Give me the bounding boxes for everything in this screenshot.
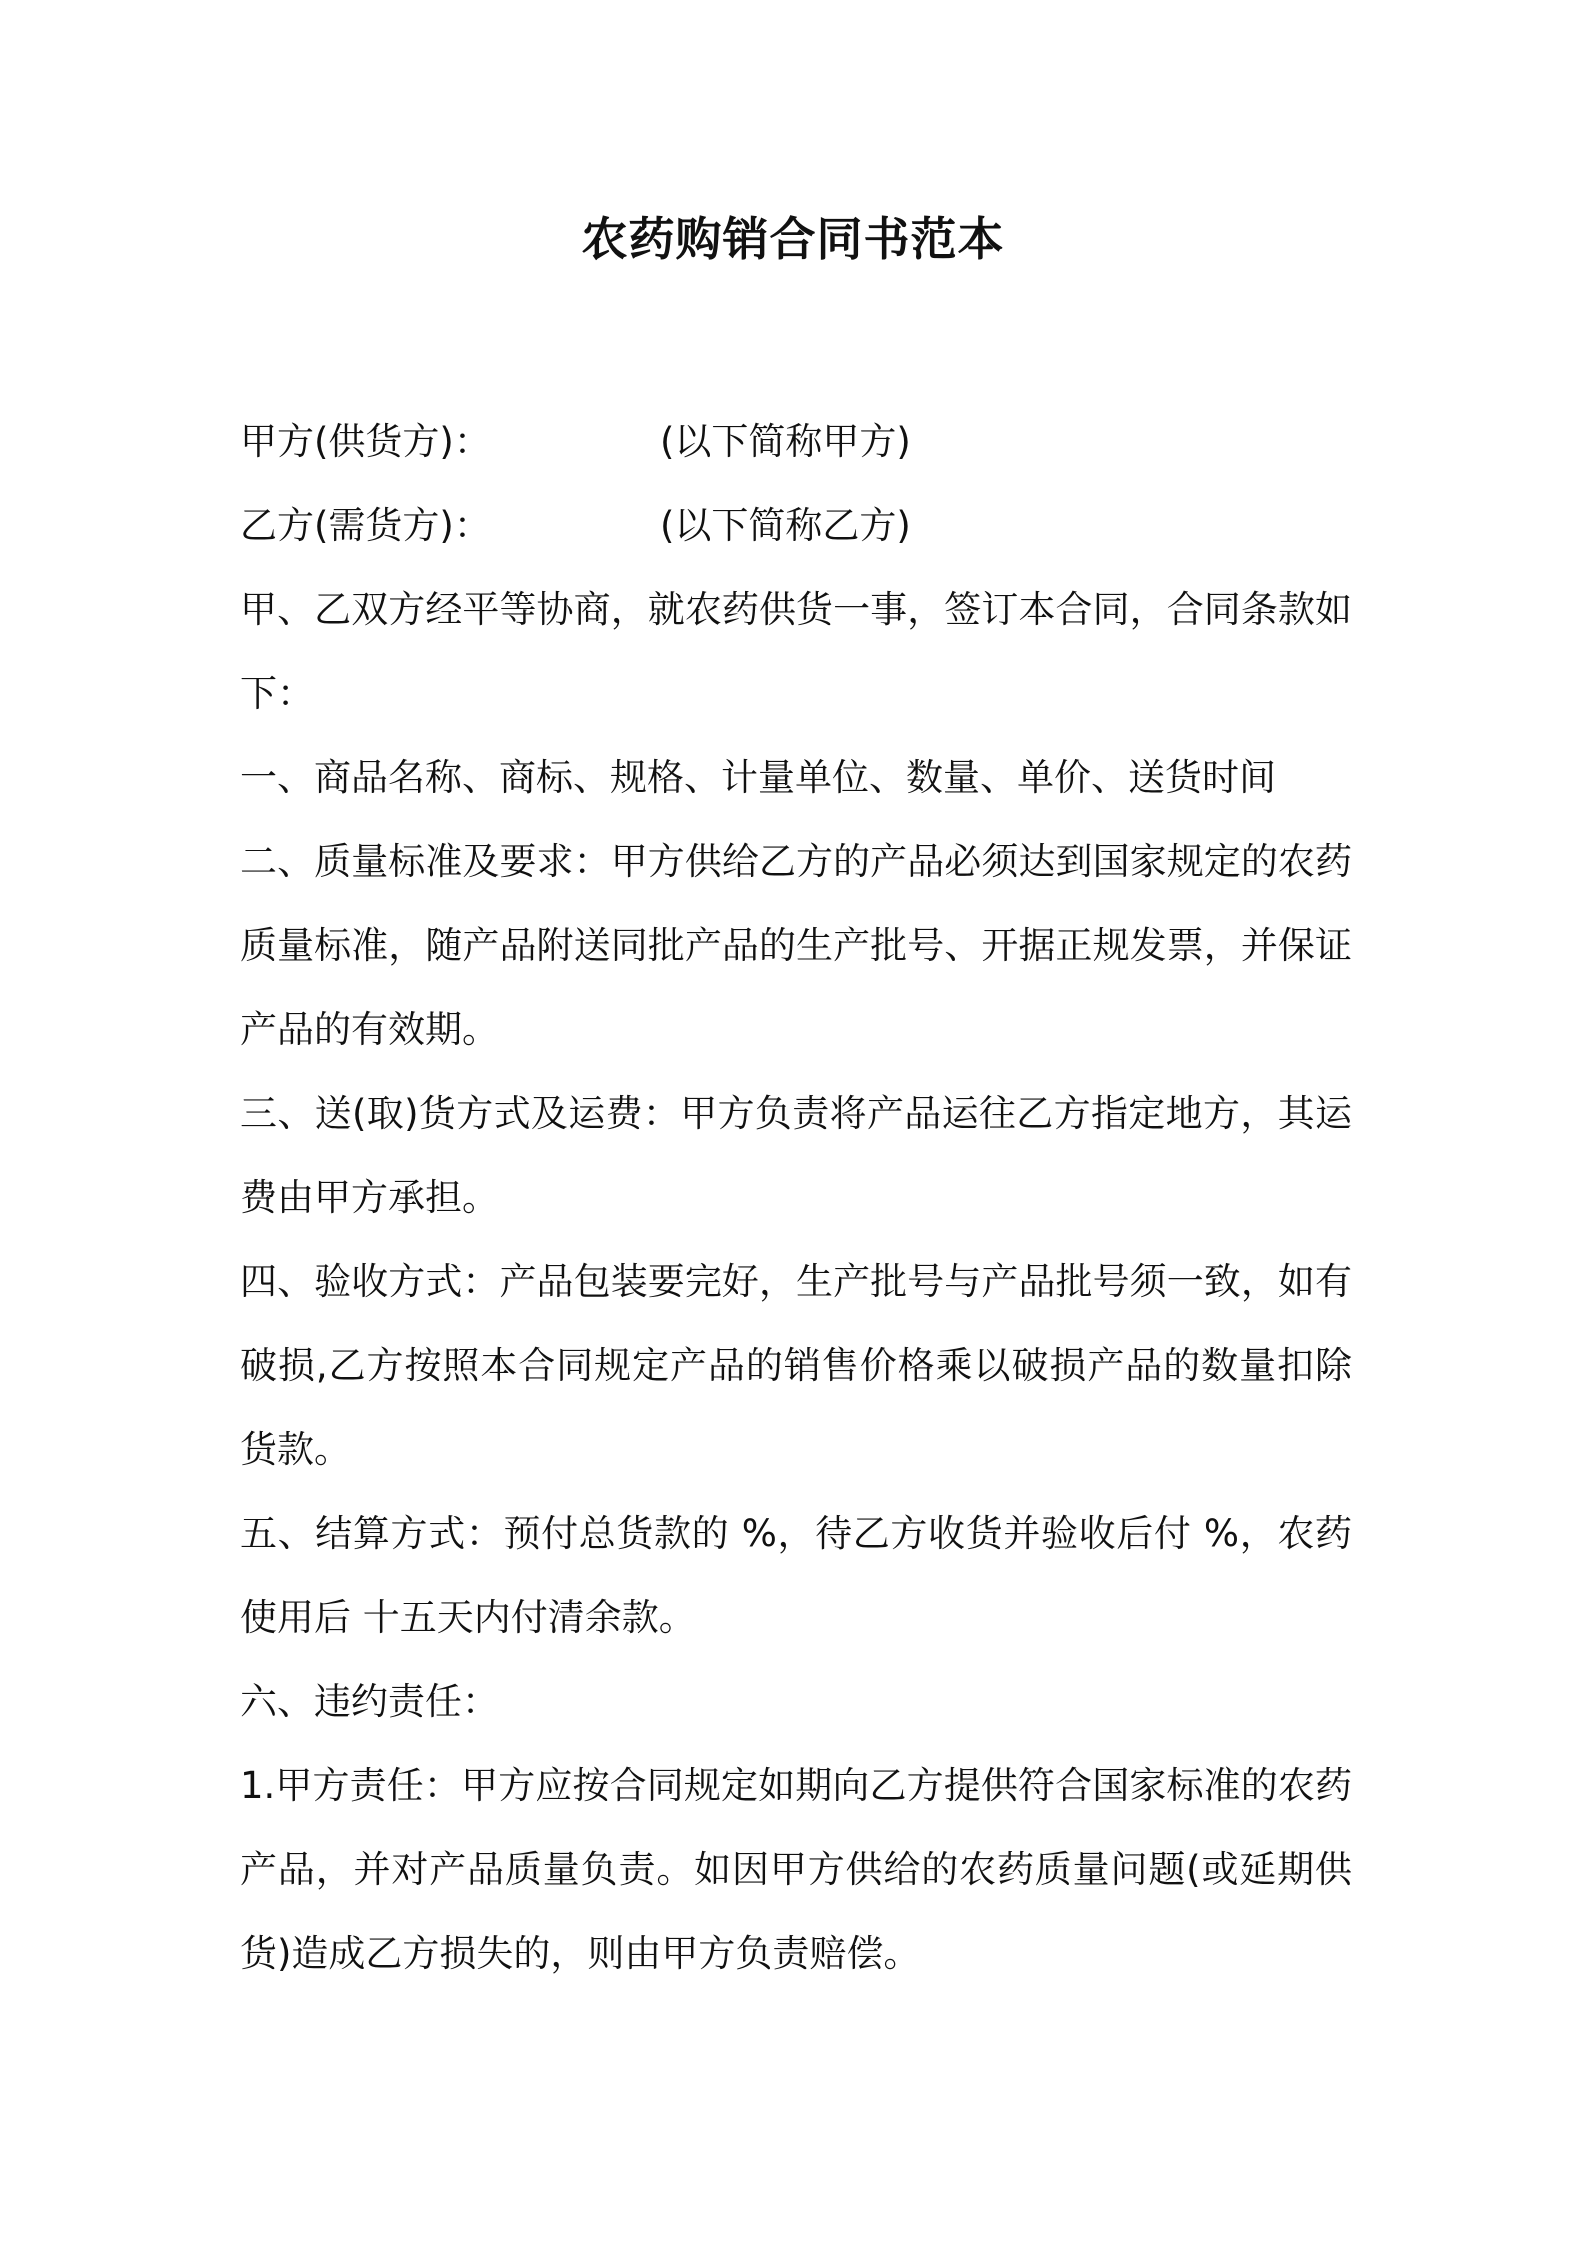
party-b-row <box>240 484 1352 568</box>
document-title: 农药购销合同书范本 <box>581 212 1005 266</box>
clause-5-settlement: 五、结算方式：预付总货款的 %，待乙方收货并验收后付 %，农药使用后 十五天内付清余款。 <box>240 1512 1352 1639</box>
party-a-row <box>240 400 1352 484</box>
paragraph-intro: 甲、乙双方经平等协商，就农药供货一事，签订本合同，合同条款如下： <box>240 588 1352 715</box>
clause-6-1-party-a-duty: 1.甲方责任：甲方应按合同规定如期向乙方提供符合国家标准的农药产品，并对产品质量负责。如因甲方供给的农药质量问题(或延期供货)造成乙方损失的，则由甲方负责赔偿。 <box>240 1764 1352 1975</box>
party-b-label: 乙方(需货方)： <box>240 504 491 547</box>
document-body <box>240 400 1352 1996</box>
party-a-note: (以下简称甲方) <box>660 420 911 463</box>
clause-1-goods: 一、商品名称、商标、规格、计量单位、数量、单价、送货时间 <box>240 756 1276 799</box>
party-b-note: (以下简称乙方) <box>660 504 911 547</box>
clause-3-delivery: 三、送(取)货方式及运费：甲方负责将产品运往乙方指定地方，其运费由甲方承担。 <box>240 1092 1352 1219</box>
party-a-label: 甲方(供货方)： <box>240 420 491 463</box>
clause-2-quality: 二、质量标准及要求：甲方供给乙方的产品必须达到国家规定的农药质量标准，随产品附送同批产品的生产批号、开据正规发票，并保证产品的有效期。 <box>240 840 1352 1051</box>
clause-6-liability: 六、违约责任： <box>240 1680 499 1723</box>
clause-4-inspection: 四、验收方式：产品包装要完好，生产批号与产品批号须一致，如有破损,乙方按照本合同规定产品的销售价格乘以破损产品的数量扣除货款。 <box>240 1260 1352 1471</box>
